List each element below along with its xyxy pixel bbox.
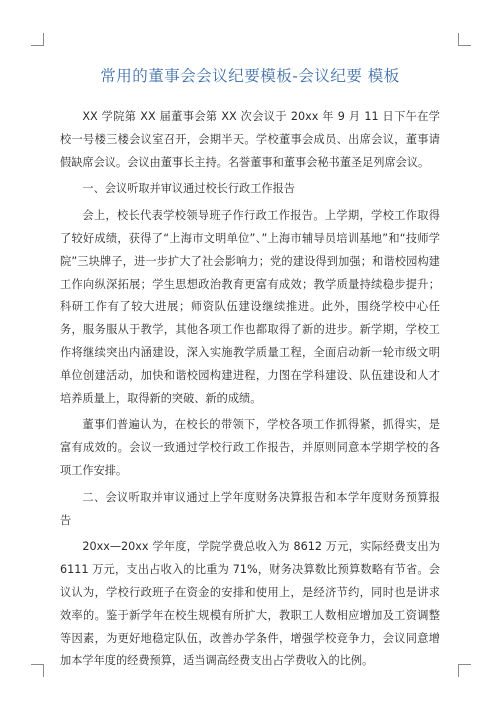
section-heading-2: 二、会议听取并审议通过上学年度财务决算报告和本学年度财务预算报告 xyxy=(60,490,440,527)
document-title: 常用的董事会会议纪要模板-会议纪要 模板 xyxy=(100,67,400,85)
paragraph-opinion: 董事们普遍认为，在校长的带领下，学校各项工作抓得紧，抓得实，是富有成效的。会议一致通过学校行政工作报告，并原则同意本学期学校的各项工作安排。 xyxy=(60,418,440,477)
paragraph-finance: 20xx—20xx 学年度，学院学费总收入为 8612 万元，实际经费支出为 6111 万元，支出占收入的比重为 71%，财务决算数比预算数略有节省。会议认为，学校行政班子在资金的安排和使用上，是经济节约，同时也是讲求效率的。鉴于新学年在校生规模有所扩大，教职工人数相应增加及工资调整等因素，为更好地稳定队伍，改善办学条件，增强学校竞争力，会议同意增加本学年度的经费预算，适当调高经费支出占学费收入的比例。 xyxy=(60,540,440,668)
document-body xyxy=(60,106,440,677)
crop-mark-top-right xyxy=(458,33,471,46)
paragraph-intro: XX 学院第 XX 届董事会第 XX 次会议于 20xx 年 9 月 11 日下午在学校一号楼三楼会议室召开，会期半天。学校董事会成员、出席会议，董事请假缺席会议。会议由董事长主持。名誉董事和董事会秘书董圣足列席会议。 xyxy=(60,110,440,169)
crop-mark-bottom-left xyxy=(31,664,44,677)
crop-mark-top-left xyxy=(31,33,44,46)
paragraph-report: 会上，校长代表学校领导班子作行政工作报告。上学期，学校工作取得了较好成绩，获得了“上海市文明单位”、”上海市辅导员培训基地”和“技师学院”三块牌子，进一步扩大了社会影响力；党的建设得到加强；和谐校园构建工作向纵深拓展；学生思想政治教育更富有成效；教学质量持续稳步提升；科研工作有了较大进展；师资队伍建设继续推进。此外，围绕学校中心任务，服务服从于教学，其他各项工作也都取得了新的进步。新学期，学校工作将继续突出内涵建设，深入实施教学质量工程，全面启动新一轮市级文明单位创建活动，加快和谐校园构建进程，力图在学科建设、队伍建设和人才培养质量上，取得新的突破、新的成绩。 xyxy=(60,209,440,405)
section-heading-1: 一、会议听取并审议通过校长行政工作报告 xyxy=(82,182,295,196)
crop-mark-bottom-right xyxy=(458,664,471,677)
